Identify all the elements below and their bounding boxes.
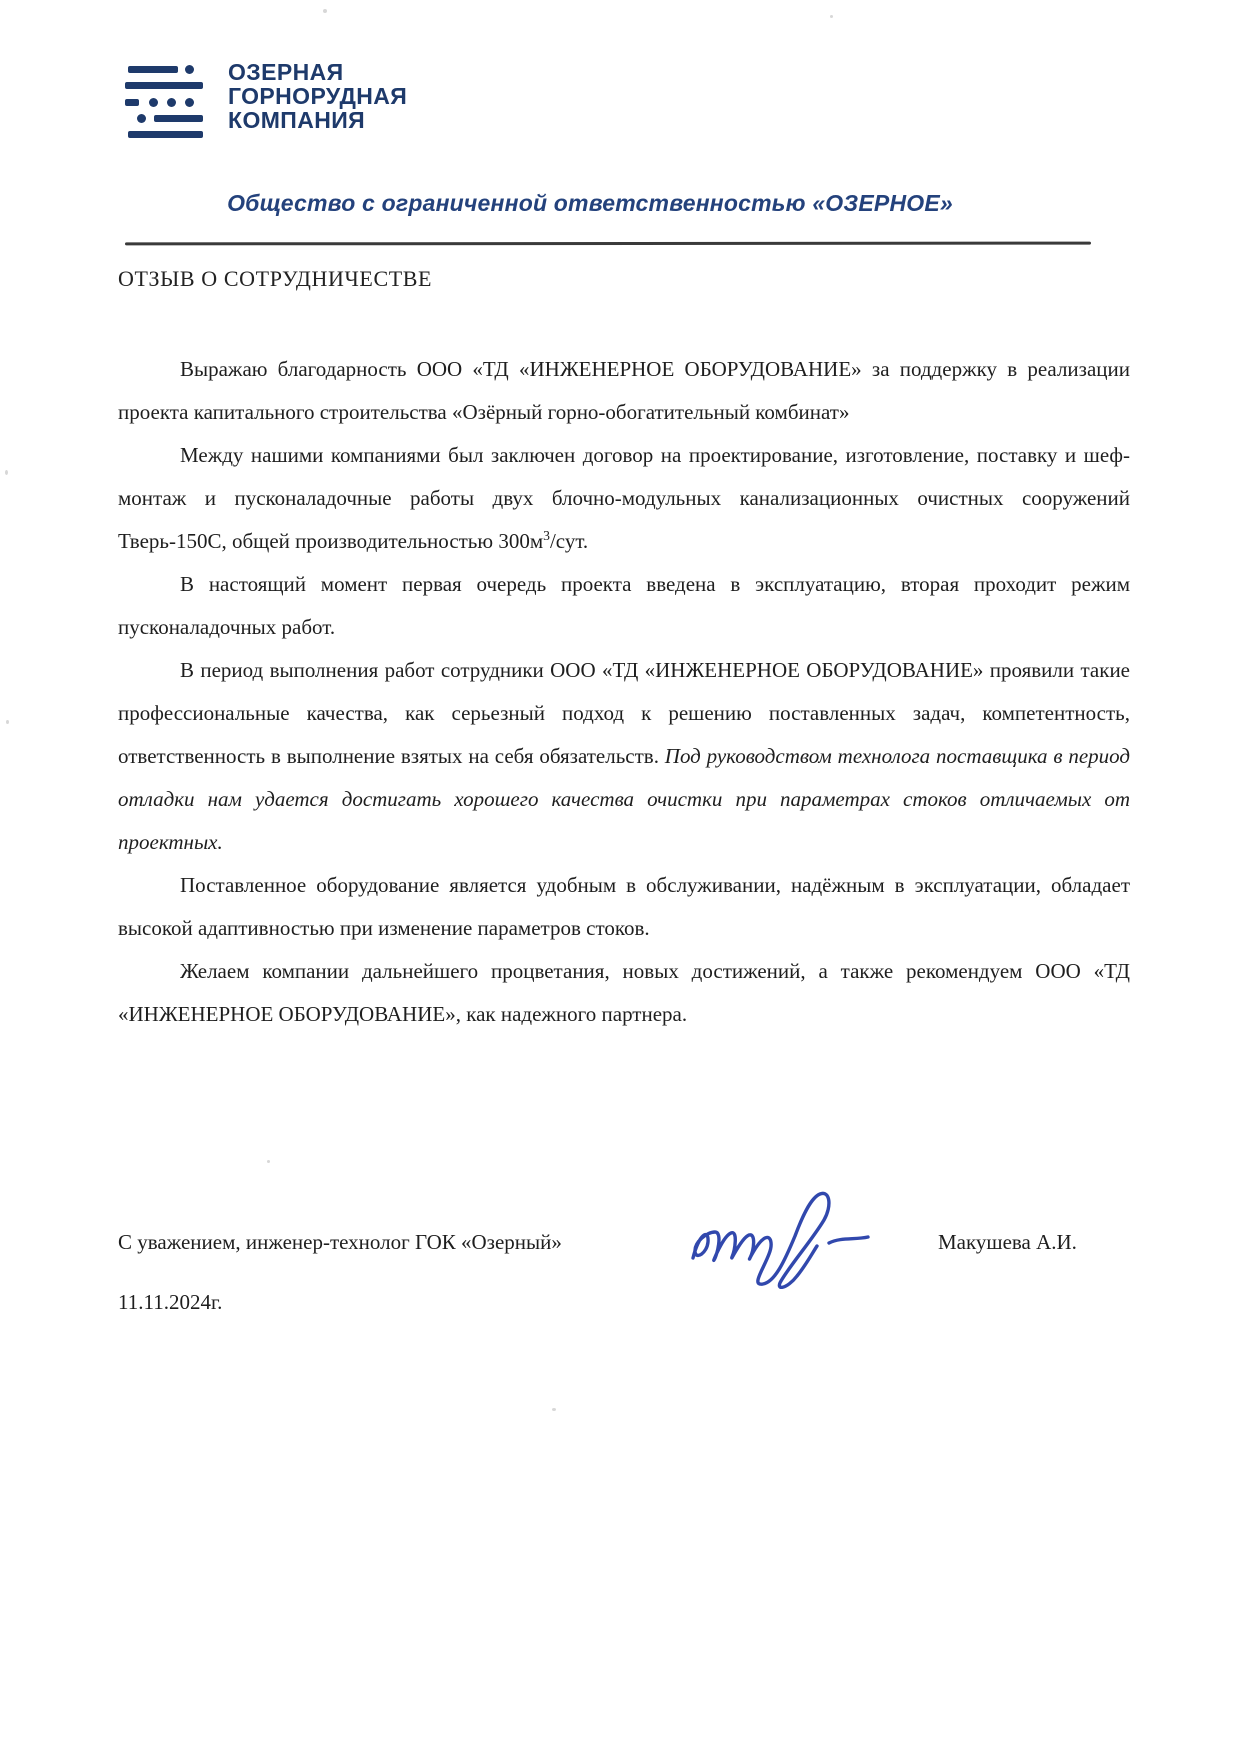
handwritten-signature xyxy=(683,1180,888,1295)
paragraph-qualities-italic: Под руководством технолога поставщика в период отладки нам удается достигать хорошего качества очистки при параметрах стоков отличаемых от проектных. xyxy=(118,744,1130,854)
logo-mark-icon xyxy=(125,64,205,138)
scan-speck xyxy=(267,1160,270,1163)
scan-speck xyxy=(323,9,327,13)
closing-line: С уважением, инженер-технолог ГОК «Озерный» xyxy=(118,1230,562,1254)
paragraph-contract-units: /сут. xyxy=(549,529,589,553)
date-line: 11.11.2024г. xyxy=(118,1290,223,1314)
paragraph-status: В настоящий момент первая очередь проекта введена в эксплуатацию, вторая проходит режим пусконаладочных работ. xyxy=(118,572,1130,639)
logo-wordmark-line3: КОМПАНИЯ xyxy=(228,107,366,133)
company-logo xyxy=(125,60,407,138)
header-rule xyxy=(125,242,1091,246)
paragraph-qualities-text: В период выполнения работ сотрудники ООО «ТД «ИНЖЕНЕРНОЕ ОБОРУДОВАНИЕ» проявили такие профессиональные качества, как серьезный подход к решению поставленных задач, компетентность, ответственность в выполнение взятых на себя обязательств. xyxy=(118,658,1130,768)
scan-speck xyxy=(552,1408,556,1411)
paragraph-contract-text: Между нашими компаниями был заключен договор на проектирование, изготовление, поставку и шеф-монтаж и пусконаладочные работы двух блочно-модульных канализационных очистных сооружений Тверь-150С, общей производительностью 300м xyxy=(118,443,1130,553)
document-title: ОТЗЫВ О СОТРУДНИЧЕСТВЕ xyxy=(118,266,433,291)
logo-wordmark-line2: ГОРНОРУДНАЯ xyxy=(228,83,408,109)
paragraph-equipment: Поставленное оборудование является удобным в обслуживании, надёжным в эксплуатации, обладает высокой адаптивностью при изменение параметров стоков. xyxy=(118,873,1130,940)
paragraph-qualities xyxy=(118,649,1130,864)
signatory-name: Макушева А.И. xyxy=(938,1230,1077,1254)
paragraph-contract xyxy=(118,434,1130,563)
paragraph-recommendation: Желаем компании дальнейшего процветания, новых достижений, а также рекомендуем ООО «ТД «ИНЖЕНЕРНОЕ ОБОРУДОВАНИЕ», как надежного партнера. xyxy=(118,959,1130,1026)
scan-speck xyxy=(6,720,9,724)
letter-body xyxy=(118,348,1130,1036)
logo-wordmark-line1: ОЗЕРНАЯ xyxy=(228,59,344,85)
scan-speck xyxy=(830,15,833,18)
company-name-heading: Общество с ограниченной ответственностью «ОЗЕРНОЕ» xyxy=(227,190,953,216)
paragraph-gratitude: Выражаю благодарность ООО «ТД «ИНЖЕНЕРНОЕ ОБОРУДОВАНИЕ» за поддержку в реализации проекта капитального строительства «Озёрный горно-обогатительный комбинат» xyxy=(118,357,1130,424)
logo-wordmark xyxy=(228,60,407,132)
superscript-cubic: 3 xyxy=(543,528,550,543)
scan-speck xyxy=(5,470,8,475)
